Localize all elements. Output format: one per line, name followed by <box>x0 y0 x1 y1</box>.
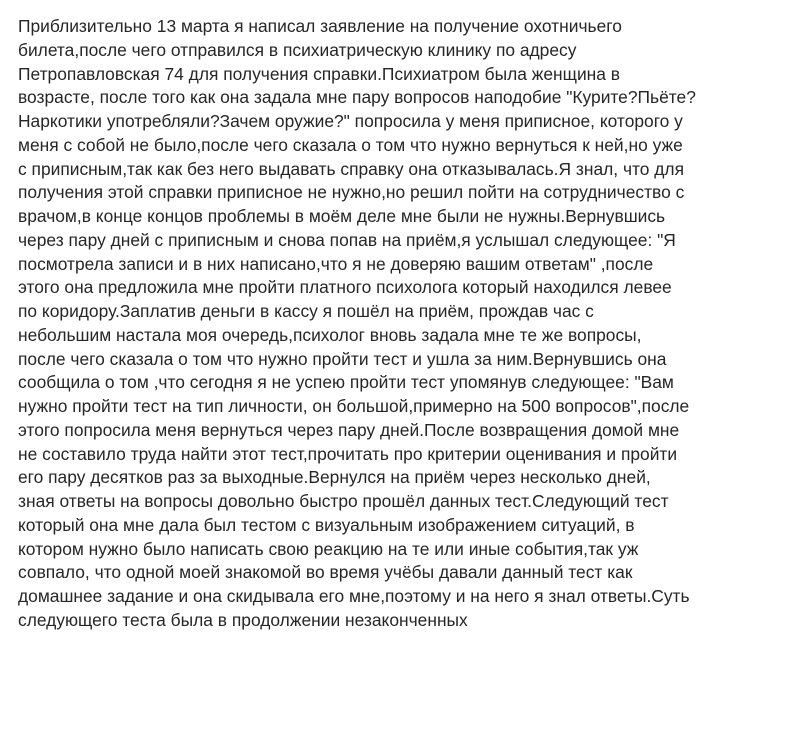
post-line: Петропавловская 74 для получения справки.Психиатром была женщина в <box>18 63 621 84</box>
post-line: этого она предложила мне пройти платного психолога который находился левее <box>18 277 672 298</box>
post-line: совпало, что одной моей знакомой во время учёбы давали данный тест как <box>18 562 633 583</box>
post-line: посмотрела записи и в них написано,что я не доверяю вашим ответам" ,после <box>18 253 654 274</box>
post-line: через пару дней с приписным и снова попав на приём,я услышал следующее: "Я <box>18 229 676 250</box>
post-line: не составило труда найти этот тест,прочитать про критерии оценивания и пройти <box>18 443 678 464</box>
post-line: билета,после чего отправился в психиатрическую клинику по адресу <box>18 39 577 60</box>
post-line: сообщила о том ,что сегодня я не успею пройти тест упомянув следующее: "Вам <box>18 372 674 393</box>
post-line: Наркотики употребляли?Зачем оружие?" попросила у меня приписное, которого у <box>18 111 683 131</box>
post-line: с приписным,так как без него выдавать справку она отказывалась.Я знал, что для <box>18 158 684 179</box>
post-line: возрасте, после того как она задала мне пару вопросов наподобие "Курите?Пьёте? <box>18 87 696 108</box>
post-line: его пару десятков раз за выходные.Вернулся на приём через несколько дней, <box>18 467 651 488</box>
post-line: Приблизительно 13 марта я написал заявление на получение охотничьего <box>18 16 622 36</box>
post-text <box>18 15 793 633</box>
post-line: зная ответы на вопросы довольно быстро прошёл данных тест.Следующий тест <box>18 491 669 511</box>
post-line: домашнее задание и она скидывала его мне,поэтому и на него я знал ответы.Суть <box>18 586 690 606</box>
post-line: котором нужно было написать свою реакцию на те или иные события,так уж <box>18 538 639 559</box>
post-line: нужно пройти тест на тип личности, он большой,примерно на 500 вопросов",после <box>18 396 690 416</box>
post-line: меня с собой не было,после чего сказала о том что нужно вернуться к ней,но уже <box>18 134 683 155</box>
post-line: врачом,в конце концов проблемы в моём деле мне были не нужны.Вернувшись <box>18 206 666 226</box>
post-line: следующего теста была в продолжении незаконченных <box>18 609 468 630</box>
post-line: небольшим настала моя очередь,психолог вновь задала мне те же вопросы, <box>18 324 642 345</box>
post-line: по коридору.Заплатив деньги в кассу я пошёл на приём, прождав час с <box>18 301 594 321</box>
post-line: этого попросила меня вернуться через пару дней.После возвращения домой мне <box>18 419 680 440</box>
post-line: после чего сказала о том что нужно пройти тест и ушла за ним.Вернувшись она <box>18 348 667 369</box>
post-line: который она мне дала был тестом с визуальным изображением ситуаций, в <box>18 514 635 535</box>
post-line: получения этой справки приписное не нужно,но решил пойти на сотрудничество с <box>18 182 685 203</box>
